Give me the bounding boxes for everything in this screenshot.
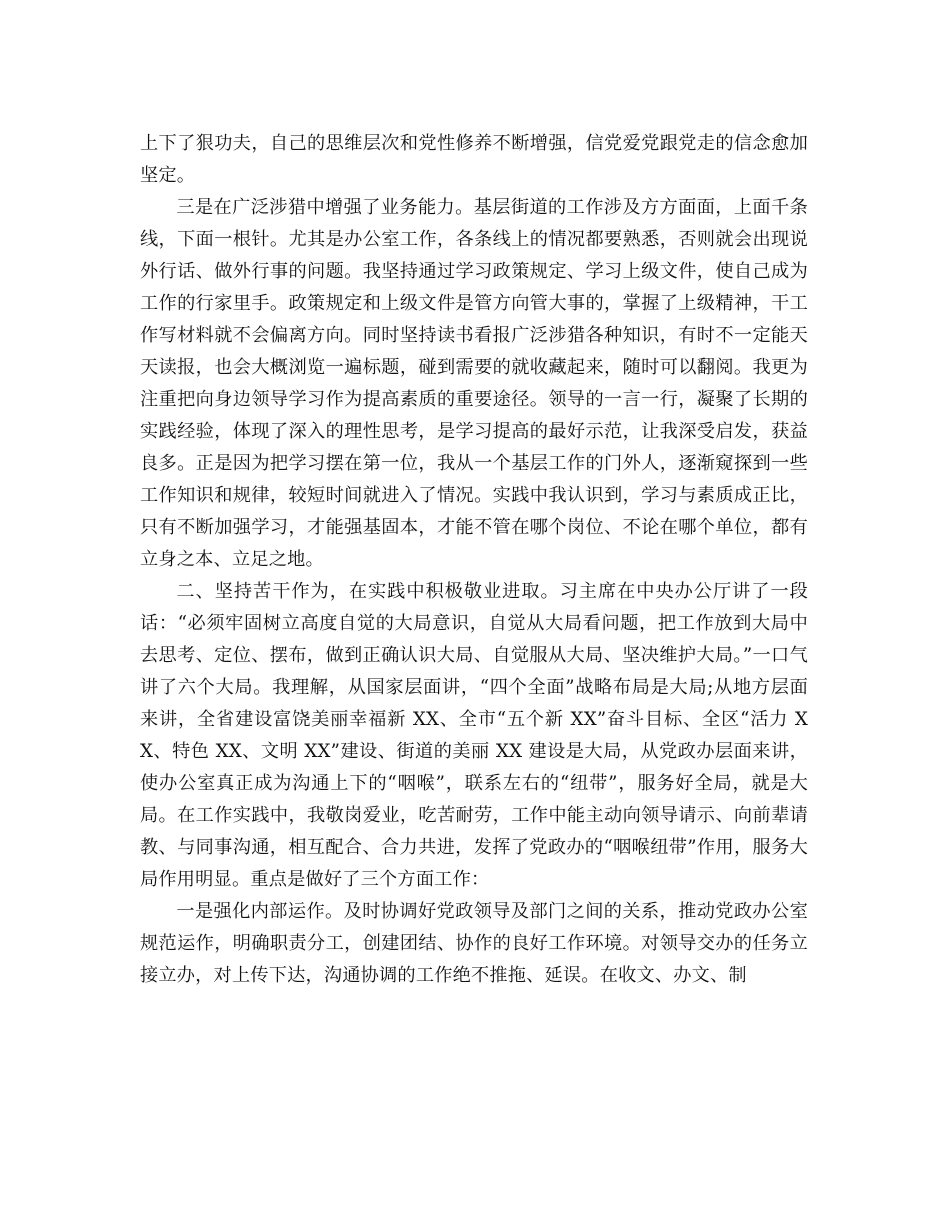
paragraph-section-two: 二、坚持苦干作为，在实践中积极敬业进取。习主席在中央办公厅讲了一段话：“必须牢固树立高度自觉的大局意识，自觉从大局看问题，把工作放到大局中去思考、定位、摆布，做到正确认识大局、自觉服从大局、坚决维护大局。”一口气讲了六个大局。我理解，从国家层面讲，“四个全面”战略布局是大局;从地方层面来讲，全省建设富饶美丽幸福新 XX、全市“五个新 XX”奋斗目标、全区“活力 XX、特色 XX、文明 XX”建设、街道的美丽 XX 建设是大局，从党政办层面来讲，使办公室真正成为沟通上下的“咽喉”，联系左右的“纽带”，服务好全局，就是大局。在工作实践中，我敬岗爱业，吃苦耐劳，工作中能主动向领导请示、向前辈请教、与同事沟通，相互配合、合力共进，发挥了党政办的“咽喉纽带”作用，服务大局作用明显。重点是做好了三个方面工作： xyxy=(140,581,808,890)
paragraph-continuation: 上下了狠功夫，自己的思维层次和党性修养不断增强，信党爱党跟党走的信念愈加坚定。 xyxy=(140,133,808,186)
paragraph-business-ability: 三是在广泛涉猎中增强了业务能力。基层街道的工作涉及方方面面，上面千条线，下面一根针。尤其是办公室工作，各条线上的情况都要熟悉，否则就会出现说外行话、做外行事的问题。我坚持通过学习政策规定、学习上级文件，使自己成为工作的行家里手。政策规定和上级文件是管方向管大事的，掌握了上级精神，干工作写材料就不会偏离方向。同时坚持读书看报广泛涉猎各种知识，有时不一定能天天读报，也会大概浏览一遍标题，碰到需要的就收藏起来，随时可以翻阅。我更为注重把向身边领导学习作为提高素质的重要途径。领导的一言一行，凝聚了长期的实践经验，体现了深入的理性思考，是学习提高的最好示范，让我深受启发，获益良多。正是因为把学习摆在第一位，我从一个基层工作的门外人，逐渐窥探到一些工作知识和规律，较短时间就进入了情况。实践中我认识到，学习与素质成正比，只有不断加强学习，才能强基固本，才能不管在哪个岗位、不论在哪个单位，都有立身之本、立足之地。 xyxy=(140,197,808,570)
paragraph-internal-operation: 一是强化内部运作。及时协调好党政领导及部门之间的关系，推动党政办公室规范运作，明确职责分工，创建团结、协作的良好工作环境。对领导交办的任务立接立办，对上传下达，沟通协调的工作绝不推拖、延误。在收文、办文、制 xyxy=(140,901,808,986)
document-body xyxy=(140,128,808,992)
